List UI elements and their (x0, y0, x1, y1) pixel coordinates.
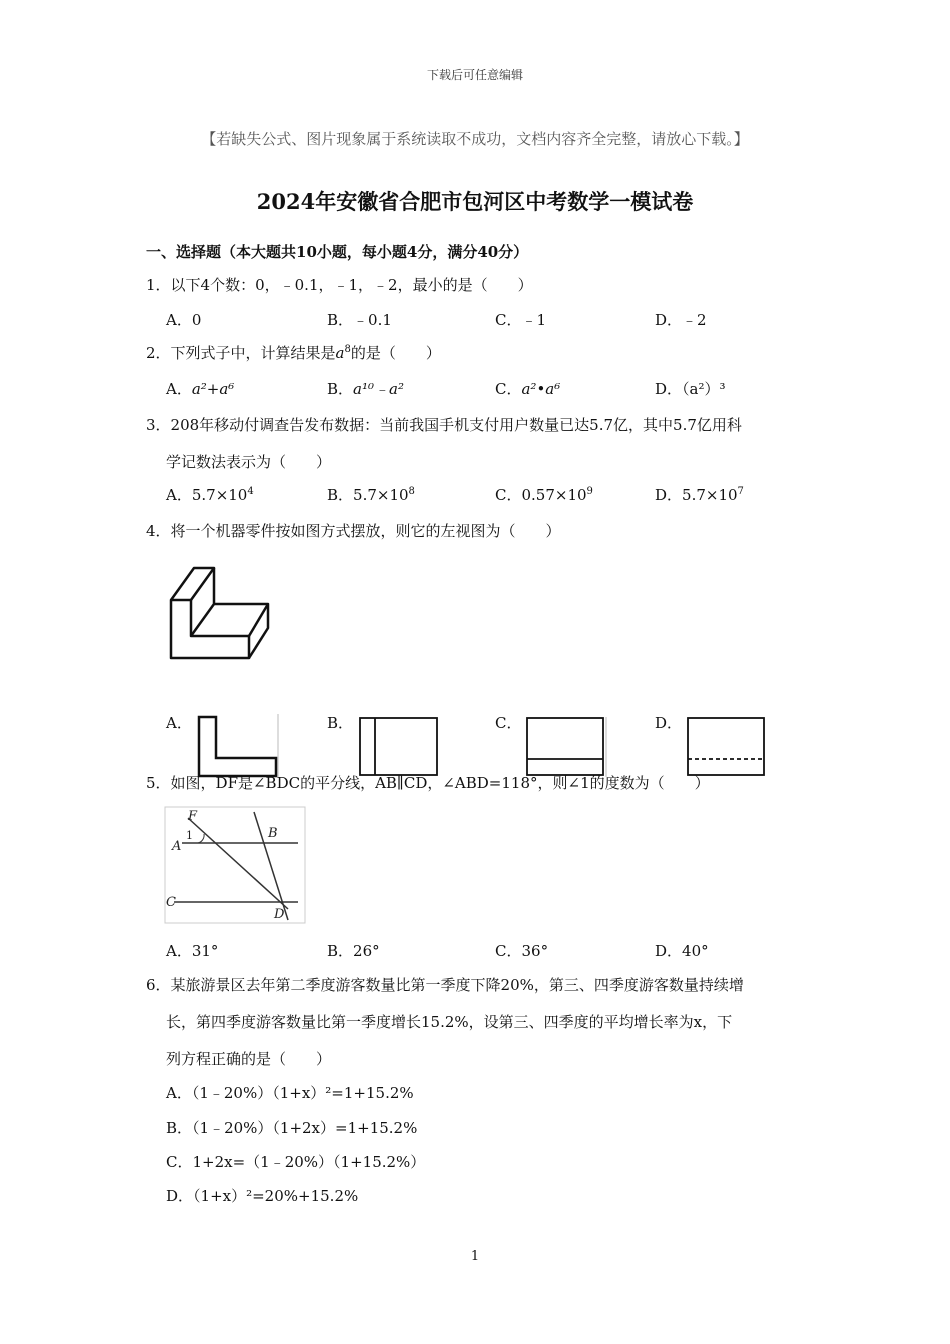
section-heading: 一、选择题（本大题共10小题，每小题4分，满分40分） (146, 243, 529, 261)
question-6-line-1: 6．某旅游景区去年第二季度游客数量比第一季度下降20%，第三、四季度游客数量持续增 (146, 976, 744, 994)
q3-a-exp: 4 (247, 486, 254, 497)
q4-option-d-figure (687, 717, 767, 777)
question-1-stem: 1．以下4个数：0，﹣0.1，﹣1，﹣2，最小的是（ ） (146, 276, 533, 294)
q4-option-c-figure (526, 717, 608, 777)
q4-machine-part-figure (164, 562, 274, 662)
q2-option-c (495, 378, 560, 399)
q3-option-c (495, 484, 593, 505)
q1-option-d: D．﹣2 (655, 311, 707, 329)
question-5-stem: 5．如图，DF是∠BDC的平分线，AB∥CD，∠ABD=118°，则∠1的度数为（ ） (146, 774, 710, 792)
q5-label-b: B (268, 826, 278, 841)
q2-option-a (166, 378, 234, 399)
q6-option-c: C．1+2x=（1﹣20%）（1+15.2%） (166, 1153, 426, 1171)
q2-option-b (327, 378, 404, 399)
q3-a-base: A．5.7×10 (166, 486, 248, 504)
question-3-line-2: 学记数法表示为（ ） (166, 453, 332, 471)
q1-option-a: A．0 (166, 311, 202, 329)
page-title: 2024年安徽省合肥市包河区中考数学一模试卷 (256, 189, 694, 214)
q6-option-d: D．（1+x）²=20%+15.2% (166, 1187, 359, 1205)
q2-b-expr: a¹⁰﹣a² (353, 380, 404, 398)
q3-c-base: C．0.57×10 (495, 486, 587, 504)
q2-c-expr: a²•a⁶ (521, 380, 561, 398)
q2-c-label: C． (495, 380, 522, 398)
q4-option-a: A． (166, 714, 192, 732)
download-notice: 【若缺失公式、图片现象属于系统读取不成功，文档内容齐全完整，请放心下载。】 (201, 130, 749, 148)
q3-option-d (655, 484, 744, 505)
q5-label-f: F (188, 809, 198, 824)
q5-option-b: B．26° (327, 942, 380, 960)
q5-label-a: A (172, 839, 182, 854)
q3-d-base: D．5.7×10 (655, 486, 738, 504)
question-6-line-3: 列方程正确的是（ ） (166, 1050, 332, 1068)
q5-option-c: C．36° (495, 942, 549, 960)
q6-option-b: B．（1﹣20%）（1+2x）=1+15.2% (166, 1119, 418, 1137)
q3-option-a (166, 484, 254, 505)
q5-label-c: C (166, 895, 176, 910)
q2-d-label: D． (655, 380, 683, 398)
q1-option-c: C．﹣1 (495, 311, 547, 329)
q2-stem-post: 的是（ ） (350, 344, 441, 362)
q2-stem-pre: 2．下列式子中，计算结果是 (146, 344, 336, 362)
q3-c-exp: 9 (586, 486, 593, 497)
question-4-stem: 4．将一个机器零件按如图方式摆放，则它的左视图为（ ） (146, 522, 561, 540)
q5-option-d: D．40° (655, 942, 709, 960)
q2-stem-var: a (335, 344, 345, 362)
page-number: 1 (470, 1249, 480, 1264)
q4-option-d: D． (655, 714, 683, 732)
q4-option-b: B． (327, 714, 354, 732)
q3-d-exp: 7 (737, 486, 744, 497)
q3-option-b (327, 484, 415, 505)
q4-option-a-figure (196, 714, 280, 778)
q5-label-angle-1: 1 (186, 829, 193, 842)
header-note: 下载后可任意编辑 (426, 68, 523, 82)
q3-b-base: B．5.7×10 (327, 486, 409, 504)
q1-option-b: B．﹣0.1 (327, 311, 392, 329)
q2-option-d (655, 378, 726, 399)
q3-b-exp: 8 (408, 486, 415, 497)
q2-d-expr: （a²）³ (682, 380, 726, 398)
question-3-line-1: 3．208年移动付调查告发布数据：当前我国手机支付用户数量已达5.7亿，其中5.7亿用科 (146, 416, 742, 434)
q5-geometry-figure (164, 806, 308, 926)
q2-b-label: B． (327, 380, 354, 398)
q5-option-a: A．31° (166, 942, 219, 960)
question-2-stem (146, 342, 441, 363)
q2-a-expr: a²+a⁶ (191, 380, 235, 398)
q2-a-label: A． (166, 380, 192, 398)
q4-option-b-figure (359, 717, 439, 777)
q5-label-d: D (274, 907, 285, 922)
q4-option-c: C． (495, 714, 522, 732)
question-6-line-2: 长，第四季度游客数量比第一季度增长15.2%，设第三、四季度的平均增长率为x，下 (166, 1013, 733, 1031)
q2-stem-exp: 8 (344, 344, 351, 355)
q6-option-a: A．（1﹣20%）（1+x）²=1+15.2% (166, 1084, 414, 1102)
